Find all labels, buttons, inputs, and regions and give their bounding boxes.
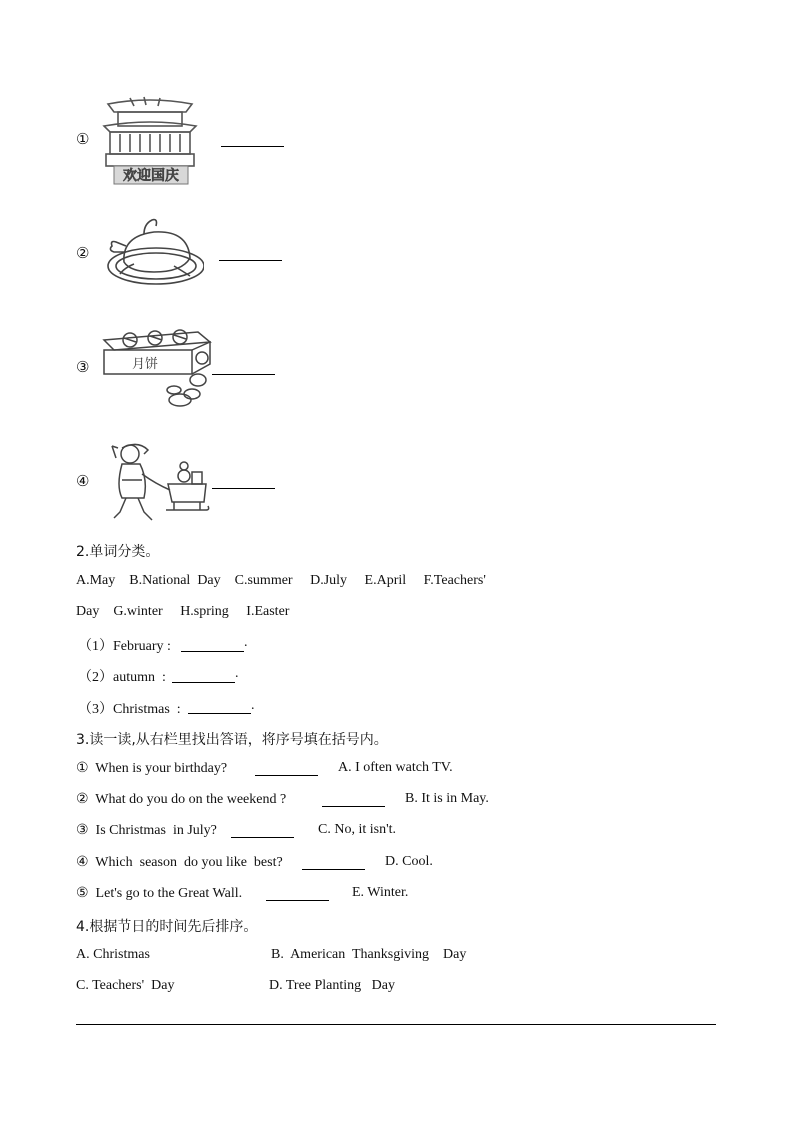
santa-with-sleigh-icon [108, 440, 210, 528]
answer-blank-4[interactable] [212, 488, 275, 489]
holiday-option-c: C. Teachers' Day [76, 978, 175, 993]
match-blank-3[interactable] [231, 837, 294, 838]
item-number-3: ③ [76, 360, 90, 376]
tiananmen-gate-icon [100, 94, 200, 186]
answer-option-a: A. I often watch TV. [338, 760, 453, 775]
holiday-option-a: A. Christmas [76, 947, 150, 962]
footer-divider [76, 1024, 716, 1025]
holiday-option-d: D. Tree Planting Day [269, 978, 395, 993]
answer-blank-3[interactable] [212, 374, 275, 375]
match-blank-1[interactable] [255, 775, 318, 776]
classify-blank-3[interactable] [188, 713, 251, 714]
classify-end-3: . [251, 698, 255, 713]
item-number-1: ① [76, 132, 90, 148]
section-3-heading: 3.读一读,从右栏里找出答语，将序号填在括号内。 [76, 732, 388, 748]
word-list-line-1: A.May B.National Day C.summer D.July E.April F.Teachers' [76, 573, 486, 588]
item-number-4: ④ [76, 474, 90, 490]
answer-option-c: C. No, it isn't. [318, 822, 396, 837]
holiday-option-b: B. American Thanksgiving Day [271, 947, 467, 962]
answer-blank-1[interactable] [221, 146, 284, 147]
roast-turkey-icon [104, 216, 204, 288]
question-2: ② What do you do on the weekend ? [76, 792, 290, 807]
answer-option-b: B. It is in May. [405, 791, 489, 806]
banner-text: 欢迎国庆 [123, 168, 179, 184]
match-blank-5[interactable] [266, 900, 329, 901]
answer-blank-2[interactable] [219, 260, 282, 261]
answer-option-d: D. Cool. [385, 854, 433, 869]
classify-blank-1[interactable] [181, 651, 244, 652]
match-blank-2[interactable] [322, 806, 385, 807]
classify-label-1: （1）February : [78, 639, 171, 654]
question-5: ⑤ Let's go to the Great Wall. [76, 886, 243, 901]
item-number-2: ② [76, 246, 90, 262]
word-list-line-2: Day G.winter H.spring I.Easter [76, 604, 290, 619]
question-4: ④ Which season do you like best? [76, 855, 283, 870]
classify-label-2: （2）autumn : [78, 670, 166, 685]
classify-end-2: . [235, 666, 239, 681]
mooncake-box-icon [100, 328, 212, 414]
classify-label-3: （3）Christmas : [78, 702, 181, 717]
match-blank-4[interactable] [302, 869, 365, 870]
section-2-heading: 2.单词分类。 [76, 544, 160, 560]
question-1: ① When is your birthday? [76, 761, 231, 776]
section-4-heading: 4.根据节日的时间先后排序。 [76, 919, 258, 935]
answer-option-e: E. Winter. [352, 885, 409, 900]
box-label: 月饼 [132, 357, 159, 372]
classify-end-1: . [244, 635, 248, 650]
question-3: ③ Is Christmas in July? [76, 823, 217, 838]
classify-blank-2[interactable] [172, 682, 235, 683]
